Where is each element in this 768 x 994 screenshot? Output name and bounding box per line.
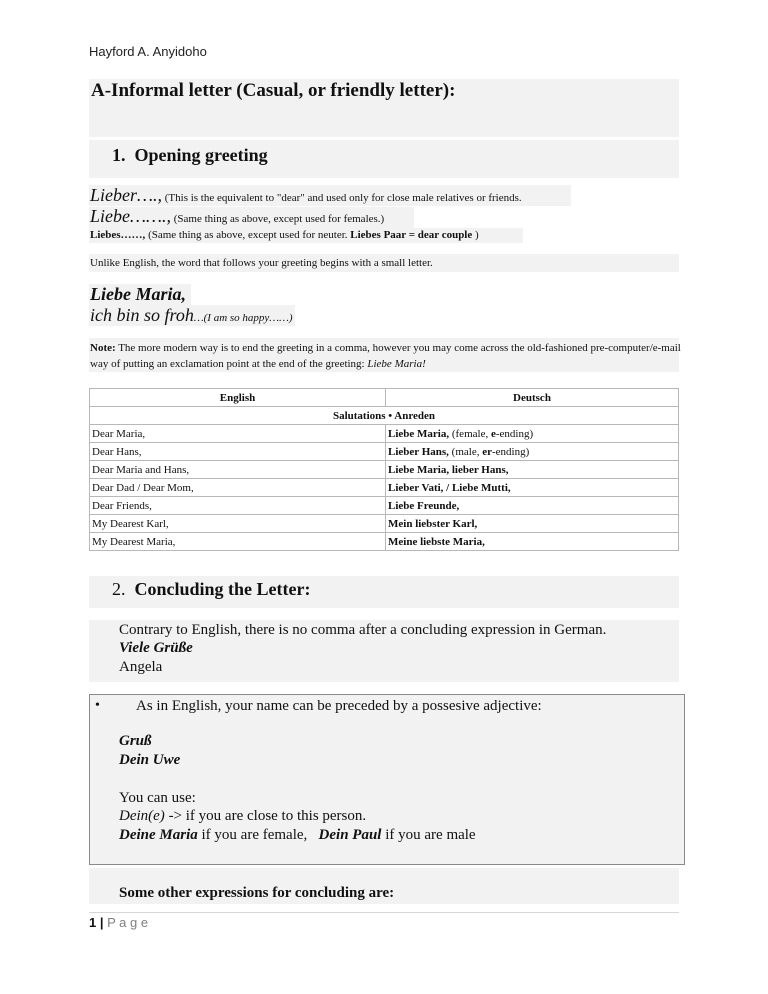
footer-page-label: P a g e: [107, 915, 149, 930]
box-gruss: Gruß: [119, 733, 152, 749]
other-title: Some other expressions for concluding are:: [119, 885, 395, 901]
row-english: Dear Maria and Hans,: [90, 461, 386, 479]
row-deutsch-main: Lieber Vati, / Liebe Mutti,: [388, 481, 511, 494]
header-deutsch: Deutsch: [386, 389, 679, 407]
table-row: [90, 533, 679, 551]
row-deutsch-main: Lieber Hans,: [388, 445, 449, 458]
row-deutsch-main: Liebe Maria,: [388, 427, 450, 440]
header-english: English: [90, 389, 386, 407]
contrary-text: Contrary to English, there is no comma after a concluding expression in German.: [119, 622, 607, 638]
box-you-can-use: You can use:: [119, 790, 196, 806]
row-deutsch-main: Mein liebster Karl,: [388, 517, 478, 530]
lieber-note: (This is the equivalent to "dear" and used only for close male relatives or friends.: [162, 192, 522, 204]
row-deutsch-main: Liebe Maria, lieber Hans,: [388, 463, 509, 476]
signature-angela: Angela: [119, 659, 163, 675]
example-line2-note: …(I am so happy……): [193, 312, 293, 324]
row-deutsch: [386, 515, 679, 533]
box-dein-paul: Dein Paul: [318, 827, 382, 843]
row-english: Dear Hans,: [90, 443, 386, 461]
table-row: [90, 479, 679, 497]
row-deutsch: [386, 425, 679, 443]
concluding-heading: [112, 579, 310, 600]
section-a-title: A-Informal letter (Casual, or friendly letter):: [91, 80, 456, 101]
row-english: Dear Dad / Dear Mom,: [90, 479, 386, 497]
liebe-word: Liebe…….,: [90, 206, 171, 226]
row-english: Dear Friends,: [90, 497, 386, 515]
row-english: My Dearest Karl,: [90, 515, 386, 533]
salutations-table: [89, 388, 679, 551]
liebe-line: [90, 206, 384, 227]
box-deine-label: Dein(e): [119, 808, 165, 824]
row-ending: e: [490, 427, 496, 440]
row-deutsch: [386, 533, 679, 551]
page-footer: [89, 915, 148, 930]
lieber-word: Lieber….,: [90, 185, 162, 205]
liebes-note: (Same thing as above, except used for neuter.: [145, 229, 351, 241]
liebes-close: ): [472, 229, 479, 241]
opening-heading: [112, 145, 268, 166]
footer-separator: |: [96, 915, 108, 930]
box-female: if you are female,: [197, 827, 319, 843]
box-dein-uwe: Dein Uwe: [119, 752, 181, 768]
subheader-salutations: Salutations • Anreden: [90, 407, 679, 425]
row-deutsch: [386, 497, 679, 515]
lieber-line: [90, 185, 522, 206]
row-note-end: -ending): [495, 427, 534, 440]
liebe-note: (Same thing as above, except used for females.): [171, 213, 385, 225]
box-examples-line: [119, 827, 476, 844]
note-example: Liebe Maria!: [367, 358, 426, 370]
note-paragraph: [90, 340, 682, 372]
liebes-word: Liebes……,: [90, 229, 146, 241]
row-deutsch: [386, 443, 679, 461]
box-deine-line: [119, 808, 366, 825]
row-deutsch: [386, 461, 679, 479]
table-row: [90, 425, 679, 443]
viele-gruesse: Viele Grüße: [119, 640, 193, 656]
example-line2-text: ich bin so froh: [90, 305, 194, 325]
table-header-row: [90, 389, 679, 407]
concluding-title: Concluding the Letter:: [134, 579, 311, 599]
box-bullet: •: [95, 698, 100, 713]
box-line1: As in English, your name can be preceded by a possesive adjective:: [136, 698, 542, 714]
row-note: (female,: [449, 427, 491, 440]
row-note-end: -ending): [491, 445, 530, 458]
row-deutsch: [386, 479, 679, 497]
table-row: [90, 461, 679, 479]
box-male: if you are male: [381, 827, 476, 843]
row-deutsch-main: Meine liebste Maria,: [388, 535, 485, 548]
example-line2: [90, 305, 293, 326]
footer-divider: [89, 912, 679, 913]
table-subheader-row: [90, 407, 679, 425]
box-deine-text: -> if you are close to this person.: [164, 808, 367, 824]
row-deutsch-main: Liebe Freunde,: [388, 499, 460, 512]
row-note: (male,: [448, 445, 483, 458]
example-line1: Liebe Maria,: [90, 284, 186, 304]
page-header-author: Hayford A. Anyidoho: [89, 44, 207, 59]
row-english: My Dearest Maria,: [90, 533, 386, 551]
note-text: The more modern way is to end the greeting in a comma, however you may come across the old-fashioned pre-computer/e-mail way of putting an exclamation point at the end of the greeting:: [90, 342, 681, 370]
footer-page-number: 1: [89, 915, 97, 930]
table-row: [90, 497, 679, 515]
liebes-line: [90, 229, 479, 241]
opening-number: 1.: [112, 145, 126, 165]
row-ending: er: [482, 445, 492, 458]
row-english: Dear Maria,: [90, 425, 386, 443]
table-row: [90, 515, 679, 533]
table-row: [90, 443, 679, 461]
opening-title: Opening greeting: [134, 145, 268, 165]
box-deine-maria: Deine Maria: [119, 827, 198, 843]
liebes-paar: Liebes Paar = dear couple: [350, 229, 473, 241]
unlike-text: Unlike English, the word that follows your greeting begins with a small letter.: [90, 257, 433, 269]
note-label: Note:: [90, 342, 116, 354]
concluding-number: 2.: [112, 579, 126, 599]
